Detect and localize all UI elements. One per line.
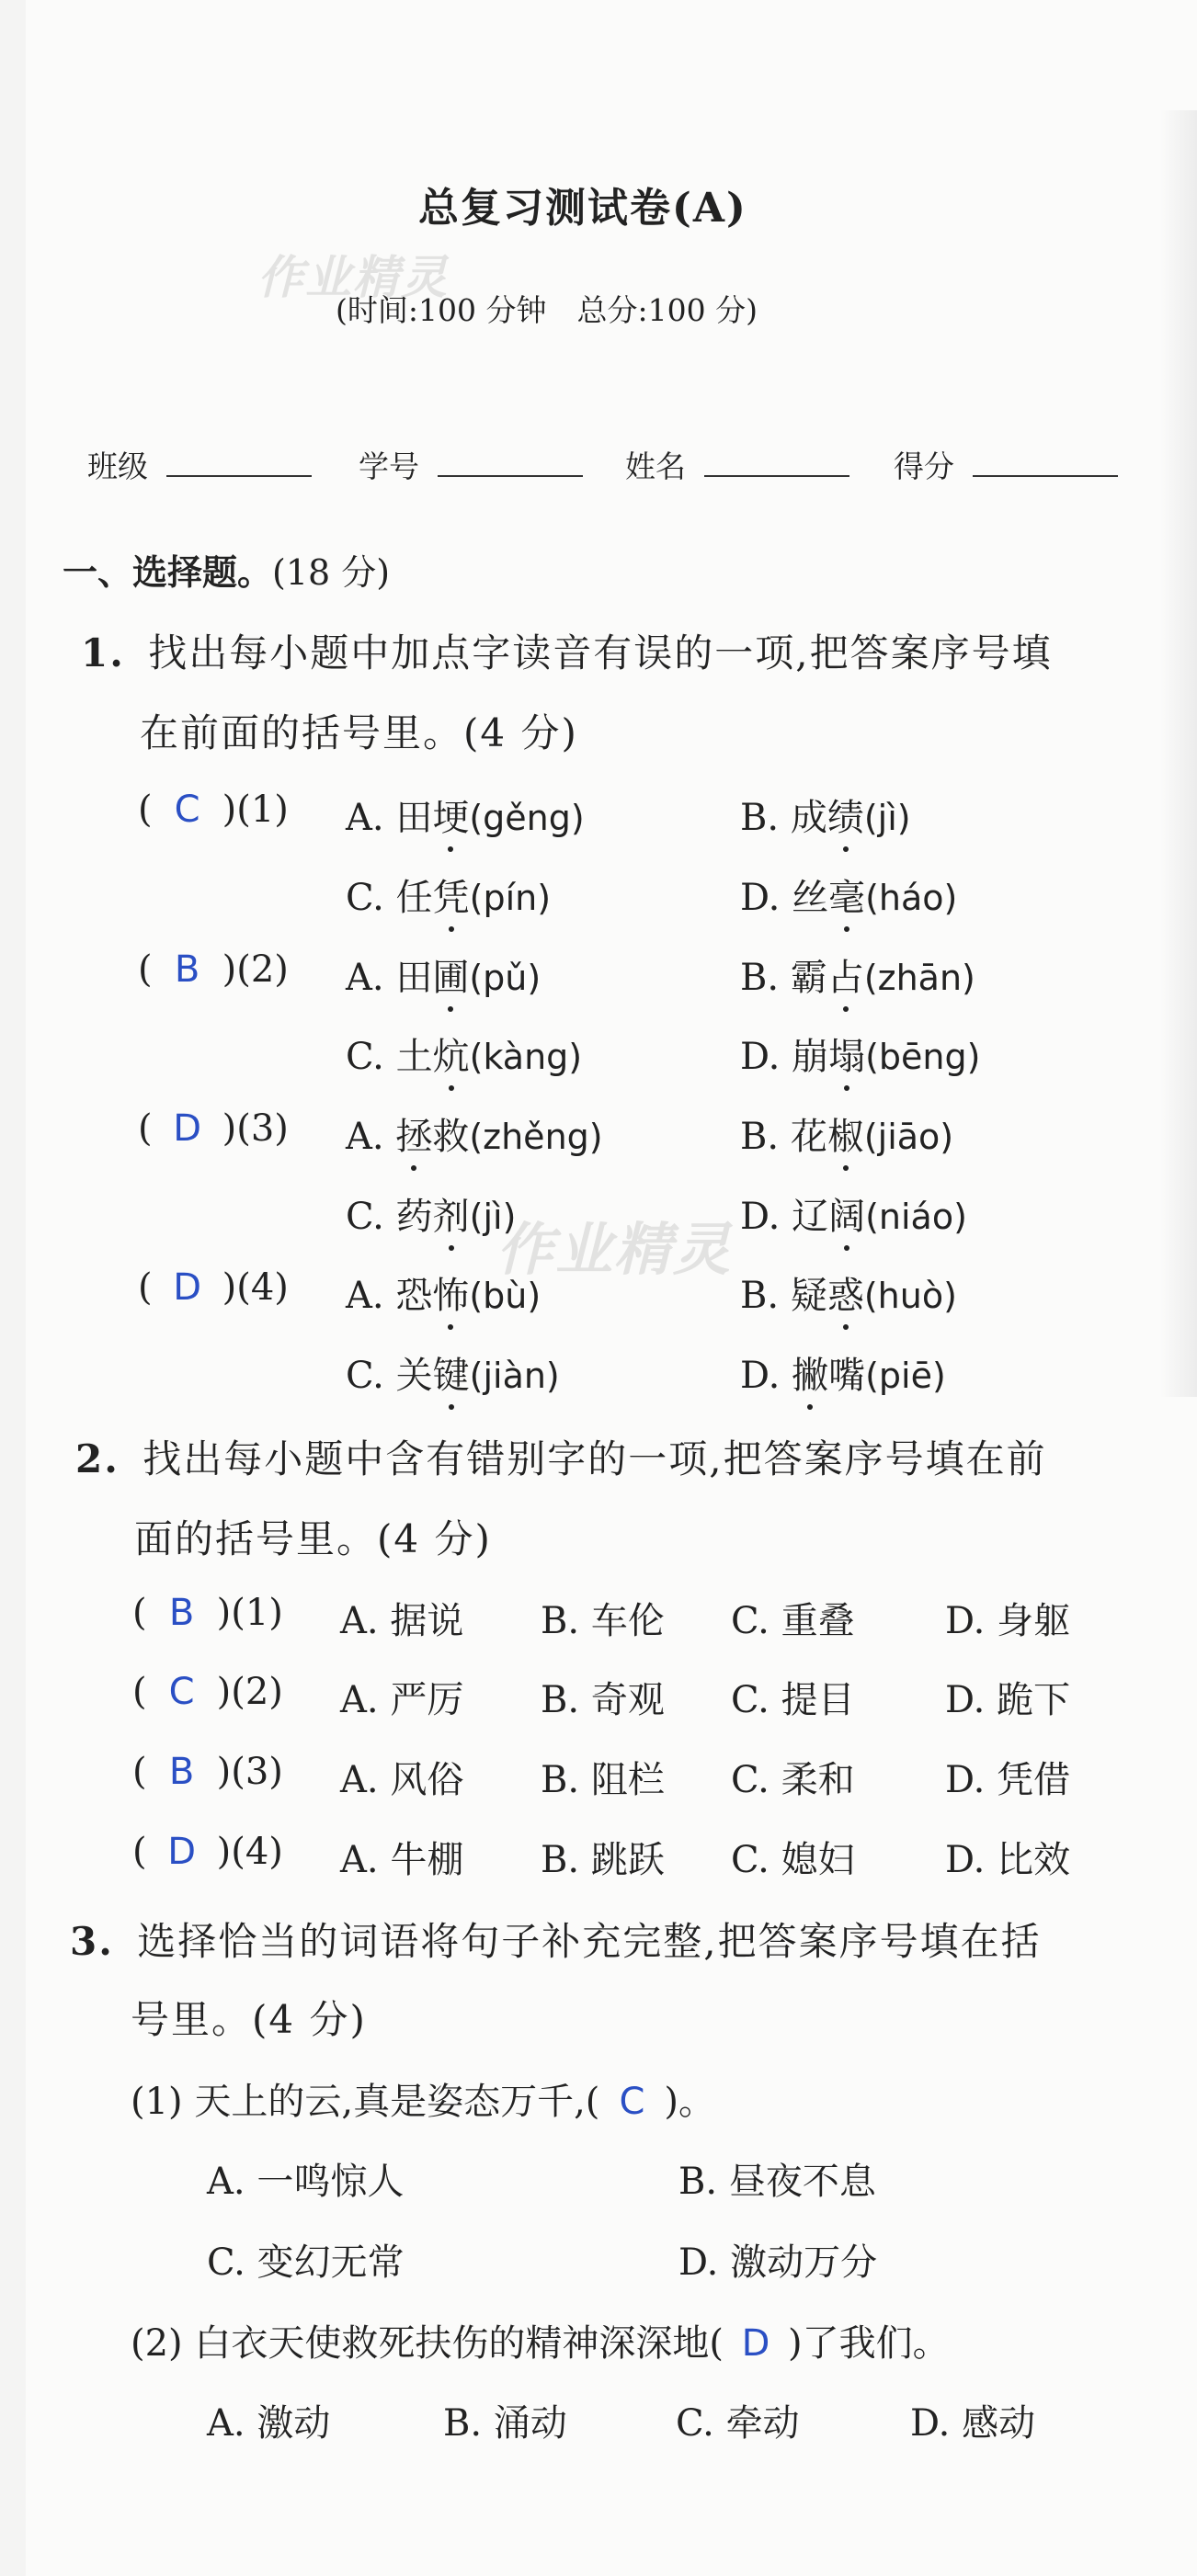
text-span: 田 bbox=[395, 797, 433, 839]
answer-bracket bbox=[138, 1266, 289, 1309]
answer-bracket bbox=[138, 1107, 289, 1150]
text-span: (huò) bbox=[863, 1276, 957, 1316]
text-span: 恐 bbox=[395, 1275, 433, 1317]
option-b bbox=[740, 789, 911, 841]
score-label: 得分 bbox=[894, 448, 954, 484]
q3-s1-option-b: B. 昼夜不息 bbox=[678, 2161, 876, 2203]
name-label: 姓名 bbox=[625, 448, 686, 484]
text-span: B. bbox=[740, 797, 780, 839]
question-2-line1 bbox=[75, 1429, 1047, 1484]
text-span: 嘴 bbox=[828, 1355, 866, 1397]
text-span: 凭 bbox=[433, 868, 470, 921]
q2-item-4-d: D. 比效 bbox=[945, 1839, 1071, 1881]
option-c bbox=[346, 1346, 560, 1399]
text-span: C. bbox=[346, 1196, 384, 1238]
text-span: ) bbox=[216, 1751, 232, 1793]
text-span: 田 bbox=[395, 957, 433, 999]
text-span: (niáo) bbox=[865, 1197, 967, 1237]
option-b bbox=[740, 1107, 953, 1160]
q2-item-2 bbox=[132, 1671, 283, 1713]
text-span: (pín) bbox=[469, 878, 552, 918]
text-span: A. bbox=[346, 1116, 384, 1158]
text-span: 选择恰当的词语将句子补充完整,把答案序号填在括 bbox=[137, 1919, 1042, 1964]
text-span: 塌 bbox=[828, 1027, 865, 1080]
watermark-middle: 作业精灵 bbox=[496, 1216, 733, 1283]
text-span: 怖 bbox=[432, 1266, 469, 1319]
q2-item-3-c: C. 柔和 bbox=[731, 1759, 855, 1801]
class-blank bbox=[166, 448, 312, 477]
question-3-number: 3. bbox=[70, 1919, 114, 1964]
text-span: (1) bbox=[236, 789, 289, 831]
text-span: 占 bbox=[827, 948, 864, 1001]
option-a bbox=[346, 1266, 541, 1319]
text-span: ) bbox=[222, 1266, 237, 1309]
answer-value: C bbox=[174, 789, 200, 831]
answer-value: C bbox=[619, 2081, 645, 2123]
text-span: (kàng) bbox=[469, 1037, 583, 1077]
text-span: (háo) bbox=[865, 878, 958, 918]
text-span: 药 bbox=[395, 1196, 433, 1238]
option-a bbox=[346, 789, 585, 841]
answer-value: B bbox=[168, 1751, 195, 1793]
text-span: 疑 bbox=[790, 1275, 827, 1317]
question-2-number: 2. bbox=[75, 1436, 120, 1481]
watermark-top: 作业精灵 bbox=[257, 251, 449, 304]
question-3-line2: 号里。(4 分) bbox=[131, 1997, 367, 2042]
answer-value: C bbox=[168, 1671, 195, 1713]
text-span: 撇 bbox=[792, 1346, 828, 1399]
text-span: A. bbox=[346, 1275, 384, 1317]
text-span: C. bbox=[346, 1355, 384, 1397]
text-span: D. bbox=[740, 877, 781, 919]
text-span: (gěng) bbox=[469, 798, 585, 838]
text-span: 土 bbox=[395, 1036, 433, 1078]
q2-item-4-b: B. 跳跃 bbox=[541, 1839, 665, 1881]
text-span: ( bbox=[138, 789, 153, 831]
question-1-number: 1. bbox=[81, 630, 125, 675]
text-span: ( bbox=[138, 1107, 153, 1150]
q2-item-2-c: C. 提目 bbox=[731, 1679, 855, 1721]
exam-subtitle: (时间:100 分钟 总分:100 分) bbox=[336, 292, 758, 328]
option-b bbox=[740, 948, 975, 1001]
text-span: 救 bbox=[432, 1116, 470, 1158]
q3-s1-option-d: D. 激动万分 bbox=[678, 2241, 878, 2284]
q2-item-3-a: A. 风俗 bbox=[340, 1759, 464, 1801]
answer-value: B bbox=[168, 1592, 195, 1634]
text-span: (pǔ) bbox=[469, 958, 542, 998]
text-span: ) bbox=[222, 1107, 237, 1150]
text-span: A. bbox=[346, 957, 384, 999]
text-span: ) bbox=[222, 789, 237, 831]
text-span: B. bbox=[740, 1275, 780, 1317]
score-blank bbox=[973, 448, 1118, 477]
text-span: (bù) bbox=[469, 1276, 542, 1316]
text-span: (2) bbox=[236, 948, 289, 991]
text-span: D. bbox=[740, 1355, 781, 1397]
text-span: 键 bbox=[433, 1346, 470, 1399]
q3-s2-option-c: C. 牵动 bbox=[676, 2402, 800, 2445]
answer-value: D bbox=[741, 2322, 770, 2365]
name-field bbox=[625, 443, 849, 486]
q2-item-4 bbox=[132, 1831, 283, 1873]
text-span: (jiāo) bbox=[863, 1117, 954, 1157]
text-span: 椒 bbox=[827, 1107, 864, 1160]
class-label: 班级 bbox=[87, 448, 148, 484]
answer-value: D bbox=[173, 1266, 202, 1309]
text-span: (3) bbox=[231, 1751, 283, 1793]
option-b bbox=[740, 1266, 957, 1319]
text-span: (bēng) bbox=[865, 1037, 981, 1077]
q2-item-3-d: D. 凭借 bbox=[945, 1759, 1071, 1801]
q3-s2-option-d: D. 感动 bbox=[910, 2402, 1036, 2445]
text-span: 丝 bbox=[792, 877, 829, 919]
number-label: 学号 bbox=[359, 448, 419, 484]
text-span: 毫 bbox=[828, 868, 865, 921]
answer-value: D bbox=[167, 1831, 197, 1873]
q2-item-2-d: D. 跪下 bbox=[945, 1679, 1071, 1721]
text-span: C. bbox=[346, 877, 384, 919]
q2-item-3 bbox=[132, 1751, 283, 1793]
text-span: ( bbox=[132, 1671, 147, 1713]
text-span: (1) bbox=[231, 1592, 283, 1634]
q2-item-3-b: B. 阻栏 bbox=[541, 1759, 665, 1801]
text-span: 找出每小题中加点字读音有误的一项,把答案序号填 bbox=[148, 630, 1053, 675]
q2-item-4-a: A. 牛棚 bbox=[340, 1839, 464, 1881]
text-span: 绩 bbox=[827, 789, 864, 841]
text-span: ) bbox=[216, 1592, 232, 1634]
answer-value: B bbox=[174, 948, 200, 991]
page-edge-shadow bbox=[1160, 110, 1197, 1397]
question-1-line2: 在前面的括号里。(4 分) bbox=[140, 710, 578, 755]
text-span: ( bbox=[132, 1831, 147, 1873]
text-span: (piē) bbox=[865, 1356, 946, 1396]
text-span: (zhěng) bbox=[469, 1117, 603, 1157]
text-span: (18 分) bbox=[272, 552, 391, 593]
text-span: 关 bbox=[395, 1355, 433, 1397]
section-heading bbox=[63, 544, 390, 595]
answer-bracket bbox=[138, 789, 289, 831]
q3-sentence-1 bbox=[131, 2072, 715, 2125]
text-span: D. bbox=[740, 1036, 781, 1078]
text-span: B. bbox=[740, 1116, 780, 1158]
text-span: 辽 bbox=[792, 1196, 829, 1238]
text-span: (2) 白衣天使救死扶伤的精神深深地( bbox=[131, 2322, 724, 2365]
text-span: 剂 bbox=[433, 1187, 470, 1240]
text-span: 找出每小题中含有错别字的一项,把答案序号填在前 bbox=[142, 1436, 1047, 1481]
text-span: 一、选择题。 bbox=[63, 551, 273, 593]
text-span: (4) bbox=[236, 1266, 289, 1309]
text-span: (4) bbox=[231, 1831, 283, 1873]
q2-item-1 bbox=[132, 1592, 283, 1634]
text-span: 任 bbox=[395, 877, 433, 919]
text-span: ( bbox=[138, 948, 153, 991]
text-span: (zhān) bbox=[863, 958, 975, 998]
text-span: (jì) bbox=[469, 1197, 517, 1237]
q3-s1-option-a: A. 一鸣惊人 bbox=[207, 2161, 405, 2203]
answer-bracket bbox=[138, 948, 289, 991]
text-span: C. bbox=[346, 1036, 384, 1078]
text-span: )了我们。 bbox=[787, 2322, 950, 2365]
text-span: (2) bbox=[231, 1671, 283, 1713]
option-c bbox=[346, 1187, 516, 1240]
text-span: ) bbox=[222, 948, 237, 991]
text-span: (1) 天上的云,真是姿态万千,( bbox=[131, 2081, 600, 2123]
text-span: 阔 bbox=[828, 1187, 865, 1240]
option-a bbox=[346, 948, 541, 1001]
text-span: 崩 bbox=[792, 1036, 829, 1078]
text-span: 拯 bbox=[395, 1107, 432, 1160]
q2-item-1-d: D. 身躯 bbox=[945, 1600, 1071, 1642]
text-span: 惑 bbox=[827, 1266, 864, 1319]
text-span: (3) bbox=[236, 1107, 289, 1150]
text-span: 霸 bbox=[790, 957, 827, 999]
text-span: 炕 bbox=[433, 1027, 470, 1080]
text-span: ( bbox=[138, 1266, 153, 1309]
option-d bbox=[740, 1027, 980, 1080]
q3-s2-option-a: A. 激动 bbox=[207, 2402, 331, 2445]
text-span: 圃 bbox=[432, 948, 469, 1001]
number-blank bbox=[438, 448, 583, 477]
text-span: ) bbox=[216, 1671, 232, 1713]
question-3-line1 bbox=[70, 1912, 1042, 1967]
score-field bbox=[894, 443, 1118, 486]
text-span: A. bbox=[346, 797, 384, 839]
text-span: )。 bbox=[664, 2081, 716, 2123]
q3-s2-option-b: B. 涌动 bbox=[443, 2402, 567, 2445]
text-span: B. bbox=[740, 957, 780, 999]
q2-item-4-c: C. 媳妇 bbox=[731, 1839, 855, 1881]
question-2-line2: 面的括号里。(4 分) bbox=[134, 1516, 492, 1561]
option-d bbox=[740, 1346, 946, 1399]
text-span: D. bbox=[740, 1196, 781, 1238]
text-span: (jiàn) bbox=[469, 1356, 560, 1396]
number-field bbox=[359, 443, 583, 486]
option-d bbox=[740, 1187, 967, 1240]
question-1-line1 bbox=[81, 623, 1053, 678]
q2-item-2-a: A. 严厉 bbox=[340, 1679, 464, 1721]
option-a bbox=[346, 1107, 603, 1160]
option-c bbox=[346, 868, 551, 921]
answer-value: D bbox=[173, 1107, 202, 1150]
name-blank bbox=[704, 448, 849, 477]
text-span: ( bbox=[132, 1751, 147, 1793]
text-span: ( bbox=[132, 1592, 147, 1634]
text-span: ) bbox=[216, 1831, 232, 1873]
text-span: 花 bbox=[790, 1116, 827, 1158]
q3-s1-option-c: C. 变幻无常 bbox=[207, 2241, 405, 2284]
page-title: 总复习测试卷(A) bbox=[418, 185, 747, 232]
text-span: 成 bbox=[790, 797, 827, 839]
q2-item-2-b: B. 奇观 bbox=[541, 1679, 665, 1721]
option-d bbox=[740, 868, 957, 921]
option-c bbox=[346, 1027, 582, 1080]
class-field bbox=[87, 443, 312, 486]
q2-item-1-b: B. 车伦 bbox=[541, 1600, 665, 1642]
q2-item-1-a: A. 据说 bbox=[340, 1600, 464, 1642]
q2-item-1-c: C. 重叠 bbox=[731, 1600, 855, 1642]
text-span: 埂 bbox=[432, 789, 469, 841]
q3-sentence-2 bbox=[131, 2314, 950, 2366]
text-span: (jì) bbox=[863, 798, 911, 838]
